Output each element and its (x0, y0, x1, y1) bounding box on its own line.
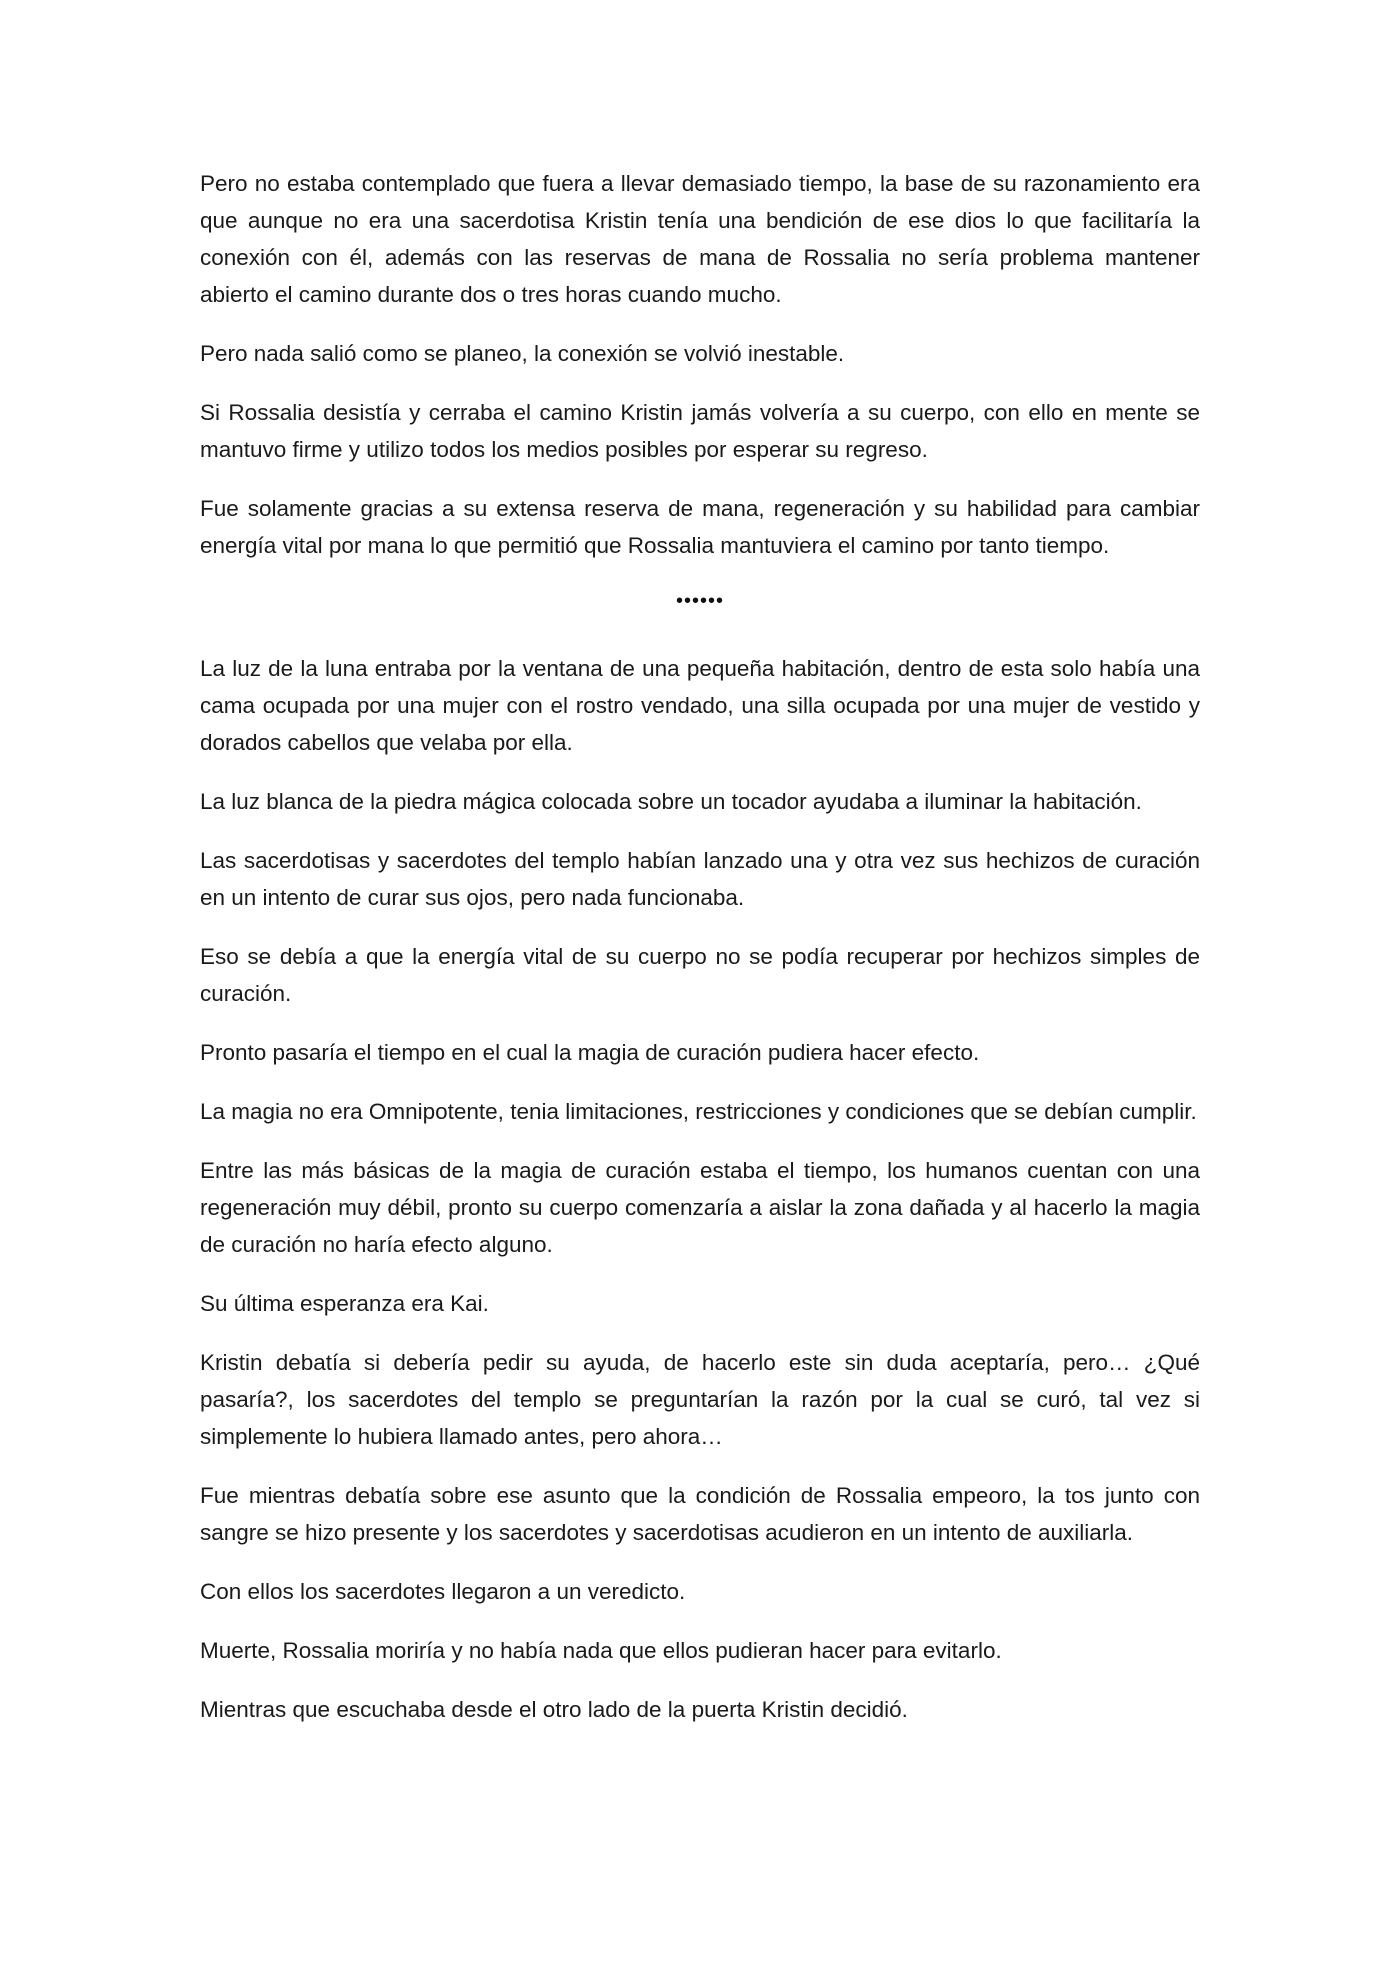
paragraph-5: La luz de la luna entraba por la ventana de una pequeña habitación, dentro de esta solo había una cama ocupada por una mujer con el rostro vendado, una silla ocupada por una mujer de vestido y dorados cabellos que velaba por ella. (200, 656, 1200, 755)
document-body (200, 165, 1200, 1750)
paragraph-16: Muerte, Rossalia moriría y no había nada que ellos pudieran hacer para evitarlo. (200, 1638, 1002, 1663)
paragraph-6: La luz blanca de la piedra mágica colocada sobre un tocador ayudaba a iluminar la habitación. (200, 789, 1142, 814)
paragraph-2: Pero nada salió como se planeo, la conexión se volvió inestable. (200, 341, 845, 366)
paragraph-17: Mientras que escuchaba desde el otro lado de la puerta Kristin decidió. (200, 1697, 908, 1722)
paragraph-13: Kristin debatía si debería pedir su ayuda, de hacerlo este sin duda aceptaría, pero… ¿Qué pasaría?, los sacerdotes del templo se preguntarían la razón por la cual se curó, tal vez si simplemente lo hubiera llamado antes, pero ahora… (200, 1350, 1200, 1449)
paragraph-8: Eso se debía a que la energía vital de su cuerpo no se podía recuperar por hechizos simples de curación. (200, 944, 1200, 1006)
paragraph-1: Pero no estaba contemplado que fuera a llevar demasiado tiempo, la base de su razonamiento era que aunque no era una sacerdotisa Kristin tenía una bendición de ese dios lo que facilitaría la conexión con él, además con las reservas de mana de Rossalia no sería problema mantener abierto el camino durante dos o tres horas cuando mucho. (200, 171, 1200, 307)
paragraph-10: La magia no era Omnipotente, tenia limitaciones, restricciones y condiciones que se debían cumplir. (200, 1099, 1197, 1124)
paragraph-15: Con ellos los sacerdotes llegaron a un veredicto. (200, 1579, 686, 1604)
scene-separator: •••••• (675, 590, 724, 612)
paragraph-11: Entre las más básicas de la magia de curación estaba el tiempo, los humanos cuentan con una regeneración muy débil, pronto su cuerpo comenzaría a aislar la zona dañada y al hacerlo la magia de curación no haría efecto alguno. (200, 1158, 1200, 1257)
paragraph-3: Si Rossalia desistía y cerraba el camino Kristin jamás volvería a su cuerpo, con ello en mente se mantuvo firme y utilizo todos los medios posibles por esperar su regreso. (200, 400, 1200, 462)
paragraph-4: Fue solamente gracias a su extensa reserva de mana, regeneración y su habilidad para cambiar energía vital por mana lo que permitió que Rossalia mantuviera el camino por tanto tiempo. (200, 496, 1200, 558)
paragraph-12: Su última esperanza era Kai. (200, 1291, 489, 1316)
paragraph-14: Fue mientras debatía sobre ese asunto que la condición de Rossalia empeoro, la tos junto con sangre se hizo presente y los sacerdotes y sacerdotisas acudieron en un intento de auxiliarla. (200, 1483, 1200, 1545)
paragraph-9: Pronto pasaría el tiempo en el cual la magia de curación pudiera hacer efecto. (200, 1040, 980, 1065)
paragraph-7: Las sacerdotisas y sacerdotes del templo habían lanzado una y otra vez sus hechizos de curación en un intento de curar sus ojos, pero nada funcionaba. (200, 848, 1200, 910)
